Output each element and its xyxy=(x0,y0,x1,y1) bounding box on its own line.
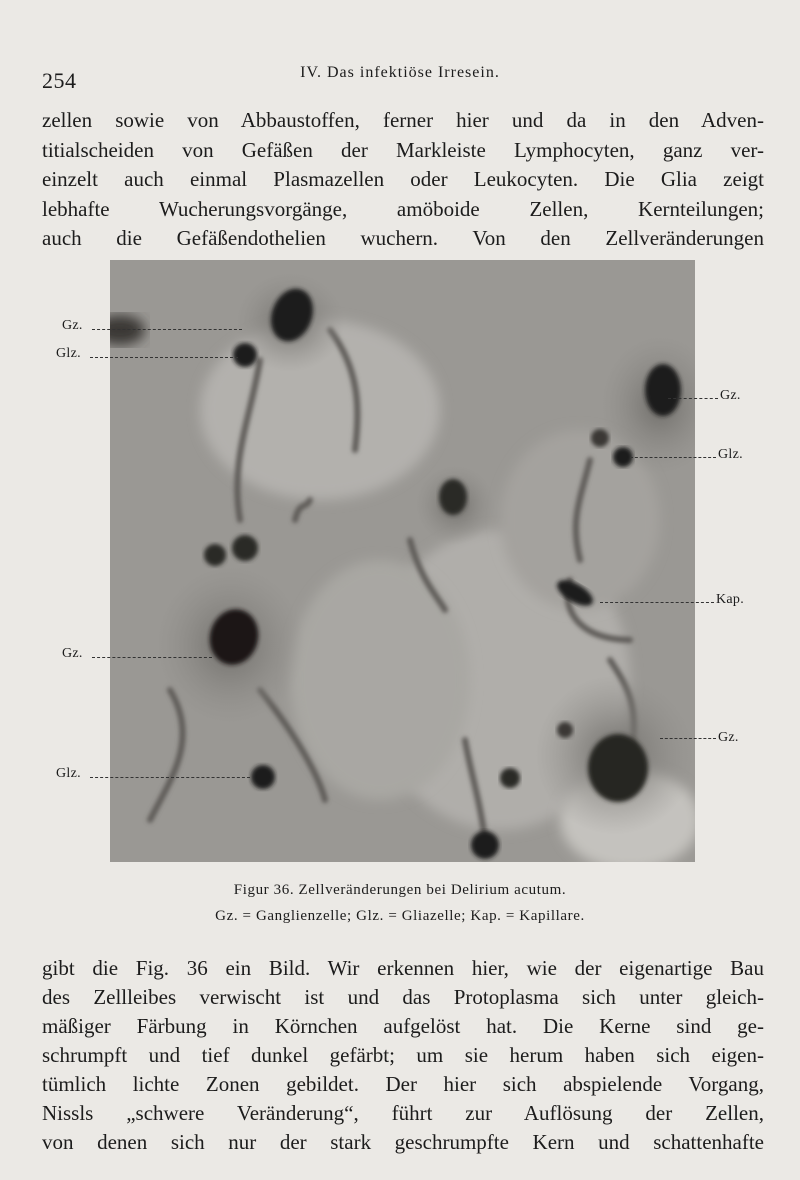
text-line: mäßiger Färbung in Körnchen aufgelöst hat. Die Kerne sind ge- xyxy=(42,1014,764,1038)
label-glia-cell-left-2: Glz. xyxy=(56,766,81,781)
text-line: von denen sich nur der stark geschrumpfte Kern und schattenhafte xyxy=(42,1130,764,1154)
text-line: zellen sowie von Abbaustoffen, ferner hier und da in den Adven- xyxy=(42,108,764,132)
micrograph-image xyxy=(110,260,695,862)
label-glia-cell-left-1: Glz. xyxy=(56,346,81,361)
leader-line xyxy=(600,602,714,603)
label-glia-cell-right: Glz. xyxy=(718,447,743,462)
figure-caption-title: Figur 36. Zellveränderungen bei Delirium acutum. xyxy=(233,882,567,898)
text-line: Nissls „schwere Veränderung“, führt zur Auflösung der Zellen, xyxy=(42,1101,764,1125)
leader-line xyxy=(92,657,212,658)
label-ganglion-cell-left-2: Gz. xyxy=(62,646,83,661)
leader-line xyxy=(660,738,716,739)
paragraph-bottom xyxy=(42,954,764,1157)
text-line: auch die Gefäßendothelien wuchern. Von den Zellveränderungen xyxy=(42,226,764,250)
leader-line xyxy=(668,398,718,399)
text-line: tümlich lichte Zonen gebildet. Der hier sich abspielende Vorgang, xyxy=(42,1072,764,1096)
leader-line xyxy=(90,357,238,358)
text-line: lebhafte Wucherungsvorgänge, amöboide Zellen, Kernteilungen; xyxy=(42,196,764,221)
leader-line xyxy=(630,457,716,458)
micrograph-figure xyxy=(110,260,695,862)
leader-line xyxy=(90,777,250,778)
label-capillary: Kap. xyxy=(716,592,745,607)
label-ganglion-cell-right-2: Gz. xyxy=(718,730,739,745)
leader-line xyxy=(92,329,242,330)
page-number: 254 xyxy=(42,68,77,93)
text-line: des Zellleibes verwischt ist und das Protoplasma sich unter gleich- xyxy=(42,985,764,1009)
label-ganglion-cell-left-1: Gz. xyxy=(62,318,83,333)
text-line: schrumpft und tief dunkel gefärbt; um sie herum haben sich eigen- xyxy=(42,1043,764,1067)
paragraph-top xyxy=(42,106,764,254)
figure-caption-legend: Gz. = Ganglienzelle; Glz. = Gliazelle; Kap. = Kapillare. xyxy=(215,908,585,924)
running-title: IV. Das infektiöse Irresein. xyxy=(300,64,500,81)
text-line: titialscheiden von Gefäßen der Markleiste Lymphocyten, ganz ver- xyxy=(42,137,764,162)
text-line: gibt die Fig. 36 ein Bild. Wir erkennen hier, wie der eigenartige Bau xyxy=(42,956,764,980)
label-ganglion-cell-right-1: Gz. xyxy=(720,388,741,403)
text-line: einzelt auch einmal Plasmazellen oder Leukocyten. Die Glia zeigt xyxy=(42,167,764,191)
